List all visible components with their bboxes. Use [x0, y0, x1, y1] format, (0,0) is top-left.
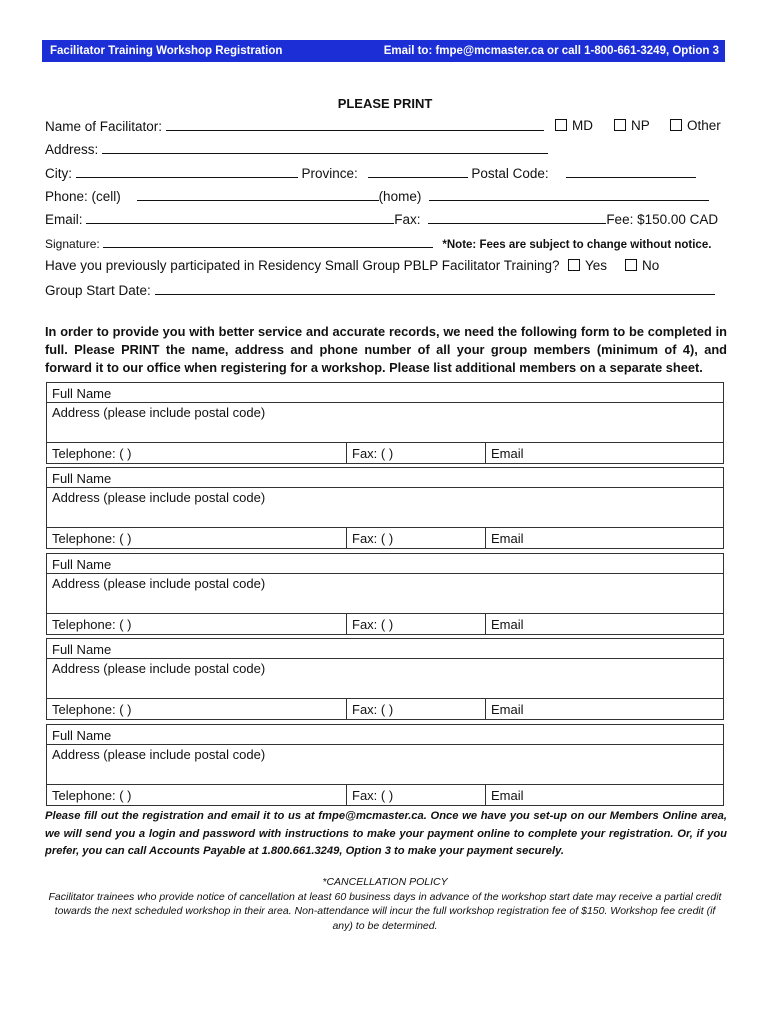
fee-label: Fee: $150.00 CAD — [606, 212, 719, 227]
phone-home-field[interactable] — [429, 188, 709, 201]
member-block — [46, 467, 724, 549]
fax-field[interactable] — [428, 211, 606, 224]
no-option[interactable] — [625, 258, 659, 273]
intro-text: In order to provide you with better service and accurate records, we need the following form to be completed in full. Please PRINT the name, address and phone number of all your group members (minimum of 4), and forward it to our office when registering for a workshop. Please list additional members on a separate sheet. — [45, 324, 727, 375]
cancellation-policy — [45, 875, 725, 933]
member-block — [46, 553, 724, 635]
city-label: City: — [45, 166, 72, 181]
member-full-name[interactable]: Full Name — [47, 639, 723, 659]
email-label: Email: — [45, 212, 83, 227]
md-checkbox[interactable] — [555, 119, 567, 131]
name-field[interactable] — [166, 118, 544, 131]
member-email[interactable]: Email — [491, 531, 524, 546]
signature-row — [45, 235, 711, 251]
fax-label: Fax: — [394, 212, 421, 227]
other-label: Other — [687, 118, 721, 133]
phone-cell-field[interactable] — [137, 188, 379, 201]
name-label: Name of Facilitator: — [45, 119, 163, 134]
province-label: Province: — [301, 166, 358, 181]
np-label: NP — [631, 118, 650, 133]
cancellation-title: *CANCELLATION POLICY — [322, 876, 448, 888]
member-address[interactable]: Address (please include postal code) — [47, 403, 723, 443]
group-start-row — [45, 282, 715, 298]
member-email[interactable]: Email — [491, 702, 524, 717]
postal-label: Postal Code: — [471, 166, 549, 181]
member-fax[interactable]: Fax: ( ) — [347, 614, 486, 634]
other-checkbox[interactable] — [670, 119, 682, 131]
member-fax[interactable]: Fax: ( ) — [347, 528, 486, 548]
address-label: Address: — [45, 142, 99, 157]
province-field[interactable] — [368, 165, 468, 178]
member-telephone[interactable]: Telephone: ( ) — [47, 699, 347, 719]
header-title: Facilitator Training Workshop Registration — [50, 45, 283, 57]
yes-option[interactable] — [568, 258, 607, 273]
member-email[interactable]: Email — [491, 446, 524, 461]
member-fax[interactable]: Fax: ( ) — [347, 443, 486, 463]
city-row — [45, 165, 696, 181]
address-field[interactable] — [102, 141, 548, 154]
md-option[interactable] — [555, 118, 593, 133]
member-fax[interactable]: Fax: ( ) — [347, 785, 486, 805]
previous-row — [45, 258, 560, 273]
np-checkbox[interactable] — [614, 119, 626, 131]
cancellation-body: Facilitator trainees who provide notice of cancellation at least 60 business days in advance of the workshop start date may receive a partial credit towards the next scheduled workshop in their area. Non-attendance will incur the full workshop registration fee of $150. Workshop fee credit (if any) to be determined. — [48, 890, 722, 932]
signature-label: Signature: — [45, 237, 100, 251]
np-option[interactable] — [614, 118, 650, 133]
email-row — [45, 211, 718, 227]
no-checkbox[interactable] — [625, 259, 637, 271]
yes-checkbox[interactable] — [568, 259, 580, 271]
member-address[interactable]: Address (please include postal code) — [47, 659, 723, 699]
yes-label: Yes — [585, 258, 608, 273]
member-address[interactable]: Address (please include postal code) — [47, 488, 723, 528]
previous-question: Have you previously participated in Residency Small Group PBLP Facilitator Training? — [45, 258, 560, 273]
member-email[interactable]: Email — [491, 617, 524, 632]
member-full-name[interactable]: Full Name — [47, 554, 723, 574]
no-label: No — [642, 258, 660, 273]
member-telephone[interactable]: Telephone: ( ) — [47, 614, 347, 634]
member-address[interactable]: Address (please include postal code) — [47, 745, 723, 785]
member-block — [46, 382, 724, 464]
header-bar — [42, 40, 725, 62]
member-telephone[interactable]: Telephone: ( ) — [47, 443, 347, 463]
signature-field[interactable] — [103, 235, 433, 248]
postal-field[interactable] — [566, 165, 696, 178]
other-option[interactable] — [670, 118, 721, 133]
group-start-field[interactable] — [155, 282, 715, 295]
member-address[interactable]: Address (please include postal code) — [47, 574, 723, 614]
member-full-name[interactable]: Full Name — [47, 725, 723, 745]
member-fax[interactable]: Fax: ( ) — [347, 699, 486, 719]
address-row — [45, 141, 548, 157]
footer-instructions: Please fill out the registration and email it to us at fmpe@mcmaster.ca. Once we have you set-up on our Members Online area, we will send you a login and password with instructions to make your payment online to complete your registration. Or, if you prefer, you can call Accounts Payable at 1.800.661.3249, Option 3 to make your payment securely. — [45, 810, 727, 857]
member-full-name[interactable]: Full Name — [47, 468, 723, 488]
fee-note: *Note: Fees are subject to change without notice. — [442, 239, 712, 251]
phone-row — [45, 188, 709, 204]
group-start-label: Group Start Date: — [45, 283, 151, 298]
member-telephone[interactable]: Telephone: ( ) — [47, 528, 347, 548]
name-row — [45, 118, 544, 134]
phone-home-label: (home) — [378, 189, 422, 204]
phone-cell-label: Phone: (cell) — [45, 189, 121, 204]
header-contact: Email to: fmpe@mcmaster.ca or call 1-800-661-3249, Option 3 — [383, 45, 719, 57]
member-telephone[interactable]: Telephone: ( ) — [47, 785, 347, 805]
member-block — [46, 638, 724, 720]
email-field[interactable] — [86, 211, 394, 224]
member-block — [46, 724, 724, 806]
member-email[interactable]: Email — [491, 788, 524, 803]
city-field[interactable] — [76, 165, 298, 178]
md-label: MD — [572, 118, 593, 133]
page-title: PLEASE PRINT — [337, 96, 433, 111]
member-full-name[interactable]: Full Name — [47, 383, 723, 403]
